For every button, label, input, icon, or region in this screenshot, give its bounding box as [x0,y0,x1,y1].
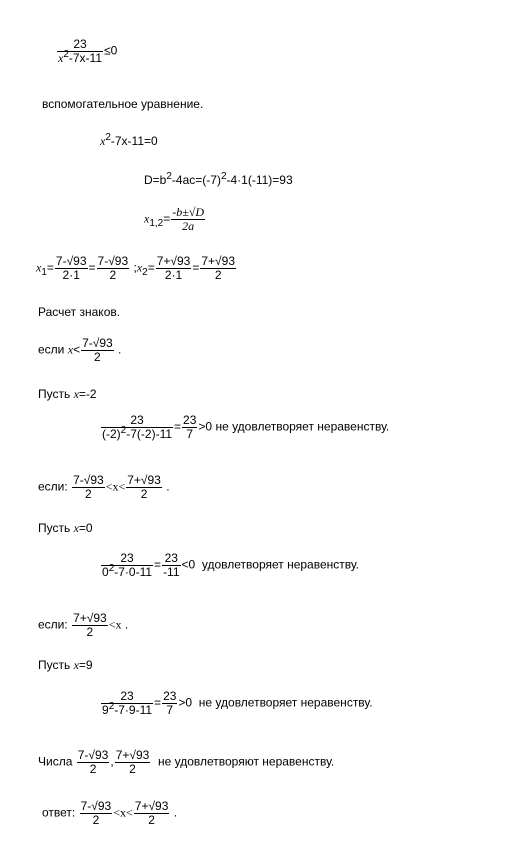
case-3-test-value: Пусть x=9 [38,658,93,672]
case-2-result: $\frac{23}{-11}$ [163,551,180,579]
case-1-condition: если x< $\frac{7-√93}{2}$ . [38,336,122,364]
roots-values: $x_1=$ $\frac{7-√93}{2\cdot 1}$ = $\frac{7-√93}{2}$ $;x_2=$ $\frac{7+√93}{2\cdot 1}$ = $\frac{7+√93}{2}$ [36,254,235,282]
numerator: 23 [57,38,103,52]
case-1-fraction: $\frac{7-√93}{2}$ [82,336,113,364]
case-3-result: $\frac{23}{7}$ [163,689,177,717]
relation: ≤0 [104,43,118,58]
case-1-test-value: Пусть x=-2 [38,387,97,401]
case-2-expr: $\frac{23}{0^2-7\cdot 0-11}$ [102,551,153,579]
answer-line: ответ: $\frac{7-√93}{2}$ <x< $\frac{7+√93}{2}$ . [42,799,178,827]
answer-right: $\frac{7+√93}{2}$ [134,799,169,827]
case-3-expr: $\frac{23}{9^2-7\cdot 9-11}$ [102,689,153,717]
case-3-fraction: $\frac{7+√93}{2}$ [73,611,107,639]
case-2-condition: если: $\frac{7-√93}{2}$ <x< $\frac{7+√93}{2}$ . [38,473,170,501]
case-3-condition: если: $\frac{7+√93}{2}$ <x . [38,611,129,639]
inequality-fraction [57,38,103,65]
root2-fraction: $\frac{7+√93}{2\cdot 1}$ [156,254,191,282]
case-2-evaluation: $\frac{23}{0^2-7\cdot 0-11}$ = $\frac{23}{-11}$ <0 удовлетворяет неравенству. [102,551,360,579]
discriminant-line: $D=b^2-4ac=(-7)^2-4\cdot 1(-11)=93$ [144,171,293,187]
inequality-line [56,38,117,65]
auxiliary-equation-label: вспомогательное уравнение. [42,97,204,111]
boundary-left: $\frac{7-√93}{2}$ [77,748,109,776]
boundary-points-note: Числа $\frac{7-√93}{2}$ , $\frac{7+√93}{2}$ не удовлетворяют неравенству. [38,748,335,776]
answer-left: $\frac{7-√93}{2}$ [80,799,112,827]
case-1-verdict: не удовлетворяет неравенству. [215,419,390,434]
case-3-evaluation: $\frac{23}{9^2-7\cdot 9-11}$ = $\frac{23}{7}$ >0 не удовлетворяет неравенству. [102,689,373,717]
case-3-verdict: не удовлетворяет неравенству. [198,695,373,710]
case-1-result: $\frac{23}{7}$ [183,413,197,441]
case-1-expr: $\frac{23}{(-2)^2-7(-2)-11}$ [102,413,173,441]
case-2-test-value: Пусть x=0 [38,521,93,535]
root2-simplified: $\frac{7+√93}{2}$ [201,254,235,282]
case-2-verdict: удовлетворяет неравенству. [201,557,360,572]
case-2-left: $\frac{7-√93}{2}$ [73,473,104,501]
root1-fraction: $\frac{7-√93}{2\cdot 1}$ [55,254,87,282]
root1-simplified: $\frac{7-√93}{2}$ [97,254,129,282]
auxiliary-equation: $x^2-7x-11=0$ [100,132,158,148]
sign-analysis-label: Расчет знаков. [38,305,121,319]
boundary-right: $\frac{7+√93}{2}$ [115,748,150,776]
roots-formula: $x_{1,2}=$ $\frac{-b\pm√D}{2a}$ [144,205,205,233]
case-2-right: $\frac{7+√93}{2}$ [127,473,161,501]
denominator: $x^2-7x-11$ [58,49,103,65]
case-1-evaluation: $\frac{23}{(-2)^2-7(-2)-11}$ = $\frac{23}{7}$ >0 не удовлетворяет неравенству. [102,413,390,441]
roots-fraction: $\frac{-b\pm√D}{2a}$ [172,205,205,233]
